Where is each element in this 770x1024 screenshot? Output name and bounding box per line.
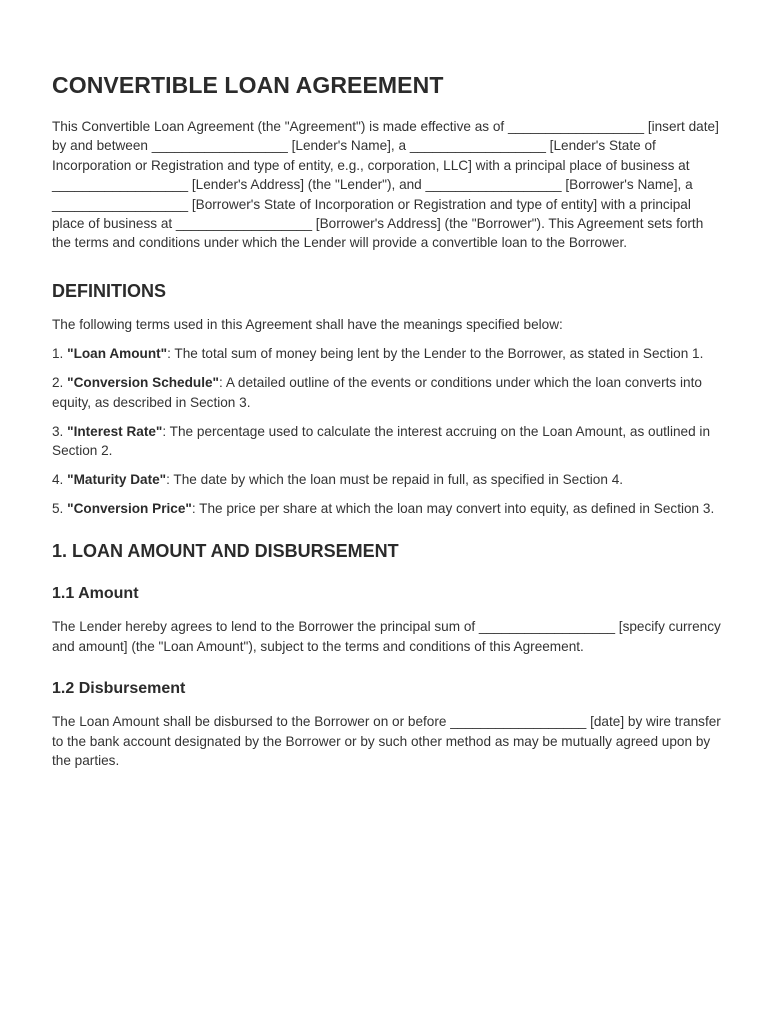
- definitions-heading: DEFINITIONS: [52, 280, 167, 301]
- definition-term: "Loan Amount": [67, 346, 168, 362]
- definition-term: "Conversion Price": [67, 501, 192, 517]
- definition-text: : The price per share at which the loan may convert into equity, as defined in Section 3.: [191, 501, 715, 517]
- definition-text: : The percentage used to calculate the interest accruing on the Loan Amount, as outlined in Section 2.: [52, 423, 711, 459]
- definition-term: "Conversion Schedule": [67, 375, 220, 391]
- subsection-disbursement-heading: 1.2 Disbursement: [52, 680, 186, 698]
- subsection-amount-heading: 1.1 Amount: [52, 585, 139, 603]
- document-page: [52, 70, 724, 793]
- definition-text: : A detailed outline of the events or conditions under which the loan converts into equity, as described in Section 3.: [52, 375, 702, 410]
- definition-item-conversion-price: [52, 499, 724, 518]
- definitions-intro: The following terms used in this Agreement shall have the meanings specified below:: [52, 316, 563, 332]
- definition-term: "Maturity Date": [67, 472, 167, 488]
- definition-number: 1.: [52, 346, 64, 362]
- subsection-disbursement-text: The Loan Amount shall be disbursed to the Borrower on or before __________________ [date] by wire transfer to the bank account designated by the Borrower or by such other method as may be mutually agreed upon by the parties.: [52, 714, 721, 769]
- definition-text: : The date by which the loan must be repaid in full, as specified in Section 4.: [166, 472, 624, 488]
- definition-text: : The total sum of money being lent by the Lender to the Borrower, as stated in Section 1.: [167, 346, 704, 362]
- section-1-heading: 1. LOAN AMOUNT AND DISBURSEMENT: [52, 541, 399, 562]
- subsection-amount-text: The Lender hereby agrees to lend to the Borrower the principal sum of __________________ [specify currency and amount] (the "Loan Amount"), subject to the terms and conditions of this Agreement.: [52, 619, 721, 654]
- intro-paragraph: This Convertible Loan Agreement (the "Agreement") is made effective as of __________________ [insert date] by and between __________________ [Lender's Name], a __________________ [Lender's State of Incorporation or Registration and type of entity, e.g., corporation, LLC] with a principal place of business at __________________ [Lender's Address] (the "Lender"), and __________________ [Borrower's Name], a __________________ [Borrower's State of Incorporation or Registration and type of entity] with a principal place of business at __________________ [Borrower's Address] (the "Borrower"). This Agreement sets forth the terms and conditions under which the Lender will provide a convertible loan to the Borrower.: [52, 119, 719, 251]
- definition-item-loan-amount: [52, 344, 724, 363]
- definition-item-maturity-date: [52, 470, 724, 489]
- definition-item-conversion-schedule: [52, 373, 724, 412]
- definition-number: 5.: [52, 501, 64, 517]
- definition-number: 2.: [52, 375, 64, 391]
- definition-number: 4.: [52, 472, 64, 488]
- definitions-list: [52, 344, 724, 518]
- definition-term: "Interest Rate": [67, 423, 163, 439]
- definition-item-interest-rate: [52, 422, 724, 461]
- definition-number: 3.: [52, 423, 64, 439]
- document-title: CONVERTIBLE LOAN AGREEMENT: [52, 72, 444, 98]
